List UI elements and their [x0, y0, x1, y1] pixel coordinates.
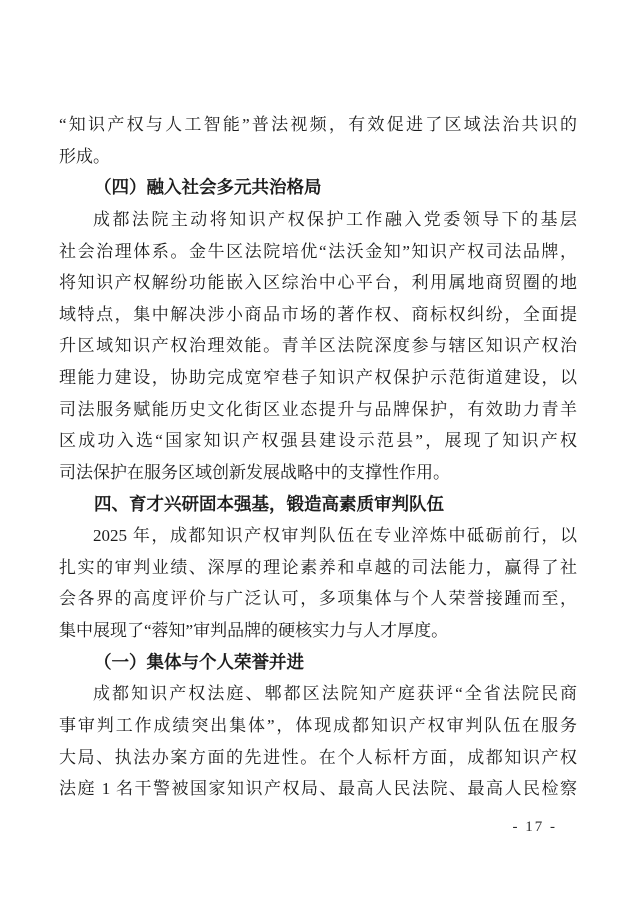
body-text-line: “知识产权与人工智能”普法视频，有效促进了区域法治共识的 — [59, 115, 577, 134]
body-text-line: 理能力建设，协助完成宽窄巷子知识产权保护示范街道建设，以 — [59, 368, 577, 387]
body-text-line: 成都法院主动将知识产权保护工作融入党委领导下的基层 — [93, 209, 577, 229]
body-text-line: 司法保护在服务区域创新发展战略中的支撑性作用。 — [59, 462, 450, 482]
body-text-line: 成都知识产权法庭、郫都区法院知产庭获评“全省法院民商 — [93, 684, 577, 704]
body-text-line: 法庭 1 名干警被国家知识产权局、最高人民法院、最高人民检察 — [59, 779, 577, 799]
body-text-line: 将知识产权解纷功能嵌入区综治中心平台，利用属地商贸圈的地 — [59, 273, 577, 293]
subsection-heading: （四）融入社会多元共治格局 — [94, 177, 322, 198]
body-text-line: 升区域知识产权治理效能。青羊区法院深度参与辖区知识产权治 — [59, 336, 577, 356]
subsection-heading: （一）集体与个人荣誉并进 — [94, 651, 304, 672]
document-body — [59, 109, 577, 805]
body-text-line: 2025 年，成都知识产权审判队伍在专业淬炼中砥砺前行，以 — [93, 526, 577, 546]
section-heading: 四、育才兴研固本强基，锻造高素质审判队伍 — [94, 493, 444, 514]
body-text-line: 集中展现了“蓉知”审判品牌的硬核实力与人才厚度。 — [59, 621, 449, 640]
body-text-line: 事审判工作成绩突出集体”，体现成都知识产权审判队伍在服务 — [59, 715, 577, 735]
body-text-line: 扎实的审判业绩、深厚的理论素养和卓越的司法能力，赢得了社 — [59, 557, 577, 577]
body-text-line: 形成。 — [59, 146, 110, 166]
page-number: - 17 - — [512, 819, 557, 835]
body-text-line: 大局、执法办案方面的先进性。在个人标杆方面，成都知识产权 — [59, 747, 577, 767]
body-text-line: 域特点，集中解决涉小商品市场的著作权、商标权纠纷，全面提 — [59, 304, 577, 324]
body-text-line: 区成功入选“国家知识产权强县建设示范县”，展现了知识产权 — [59, 431, 577, 451]
body-text-line: 司法服务赋能历史文化街区业态提升与品牌保护，有效助力青羊 — [59, 399, 577, 419]
body-text-line: 会各界的高度评价与广泛认可，多项集体与个人荣誉接踵而至， — [59, 589, 577, 609]
body-text-line: 社会治理体系。金牛区法院培优“法沃金知”知识产权司法品牌， — [59, 241, 577, 261]
